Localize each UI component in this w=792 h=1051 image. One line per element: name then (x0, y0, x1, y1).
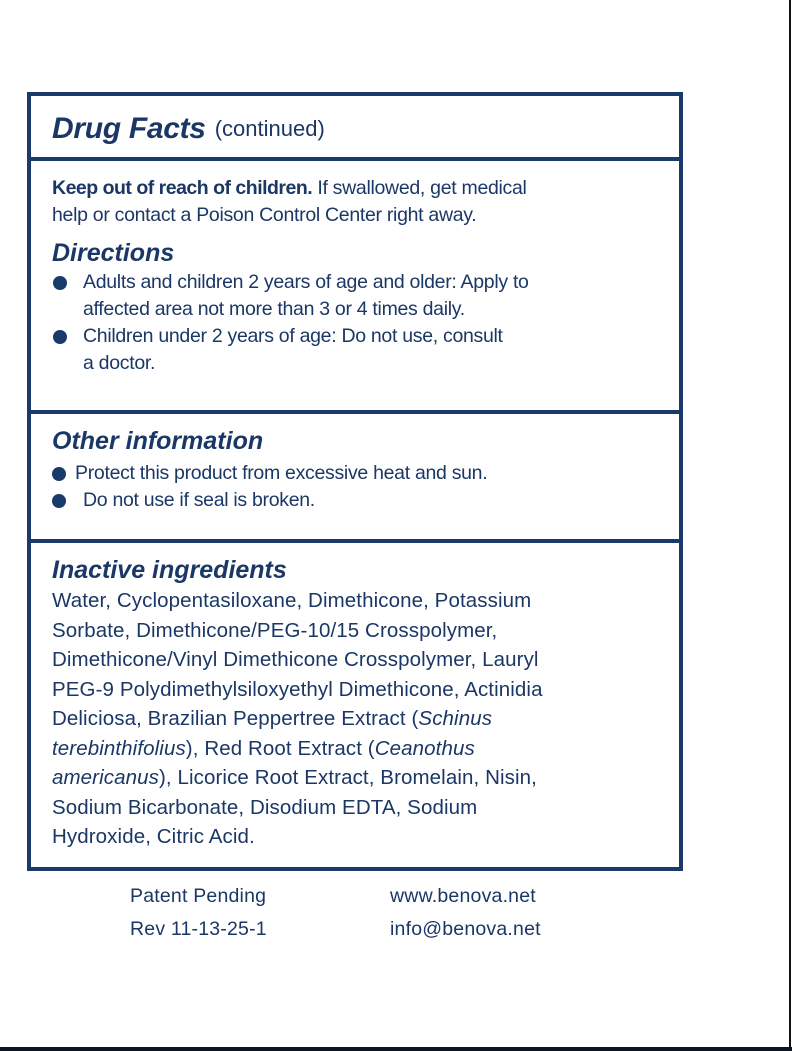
other-information-heading: Other information (52, 427, 264, 455)
directions-list (52, 269, 667, 377)
keep-out-of-reach-warning (52, 175, 667, 229)
section-divider (31, 157, 679, 161)
website-link[interactable]: www.benova.net (390, 885, 536, 907)
page-edge-rule (789, 0, 791, 1051)
directions-item (52, 269, 667, 323)
directions-item-line: a doctor. (83, 352, 156, 374)
other-information-item: Do not use if seal is broken. (52, 487, 667, 514)
warning-rest: If swallowed, get medical (312, 177, 527, 199)
inactive-ingredients-heading: Inactive ingredients (52, 556, 287, 584)
section-divider (31, 539, 679, 543)
patent-pending: Patent Pending (130, 885, 267, 907)
inactive-ingredients-list: Water, Cyclopentasiloxane, Dimethicone, Potassium Sorbate, Dimethicone/PEG-10/15 Crosspolymer, Dimethicone/Vinyl Dimethicone Crosspolymer, Lauryl PEG-9 Polydimethylsiloxyethyl Dimethicone, Actinidia Deliciosa, Brazilian Peppertree Extract (Schinus terebinthifolius), Red Root Extract (Ceanothus americanus), Licorice Root Extract, Bromelain, Nisin, Sodium Bicarbonate, Disodium EDTA, Sodium Hydroxide, Citric Acid. (52, 589, 543, 848)
revision-number: Rev 11-13-25-1 (130, 918, 267, 940)
bullet-icon (53, 330, 67, 344)
footer-left (130, 880, 267, 946)
warning-bold: Keep out of reach of children. (52, 177, 313, 199)
drug-facts-title: Drug Facts (52, 111, 206, 145)
drug-facts-header (31, 96, 679, 157)
drug-facts-panel (27, 92, 683, 871)
drug-facts-subtitle: (continued) (214, 115, 325, 141)
email-link[interactable]: info@benova.net (390, 918, 541, 940)
directions-item-line: Adults and children 2 years of age and older: Apply to (83, 271, 529, 293)
directions-item-line: affected area not more than 3 or 4 times daily. (83, 298, 465, 320)
bullet-icon (53, 276, 67, 290)
bullet-icon (52, 494, 66, 508)
directions-heading: Directions (52, 239, 175, 267)
other-information-list (52, 460, 667, 514)
inactive-ingredients-section (31, 555, 679, 852)
directions-item (52, 323, 667, 377)
other-information-section (31, 426, 679, 514)
bullet-icon (52, 467, 66, 481)
section-divider (31, 410, 679, 414)
warning-line-2: help or contact a Poison Control Center right away. (52, 204, 477, 226)
footer-right (390, 880, 541, 946)
page-bottom-rule (0, 1047, 792, 1051)
warnings-directions-section (31, 175, 679, 377)
directions-item-line: Children under 2 years of age: Do not use, consult (83, 325, 503, 347)
other-information-item: Protect this product from excessive heat and sun. (52, 460, 667, 487)
